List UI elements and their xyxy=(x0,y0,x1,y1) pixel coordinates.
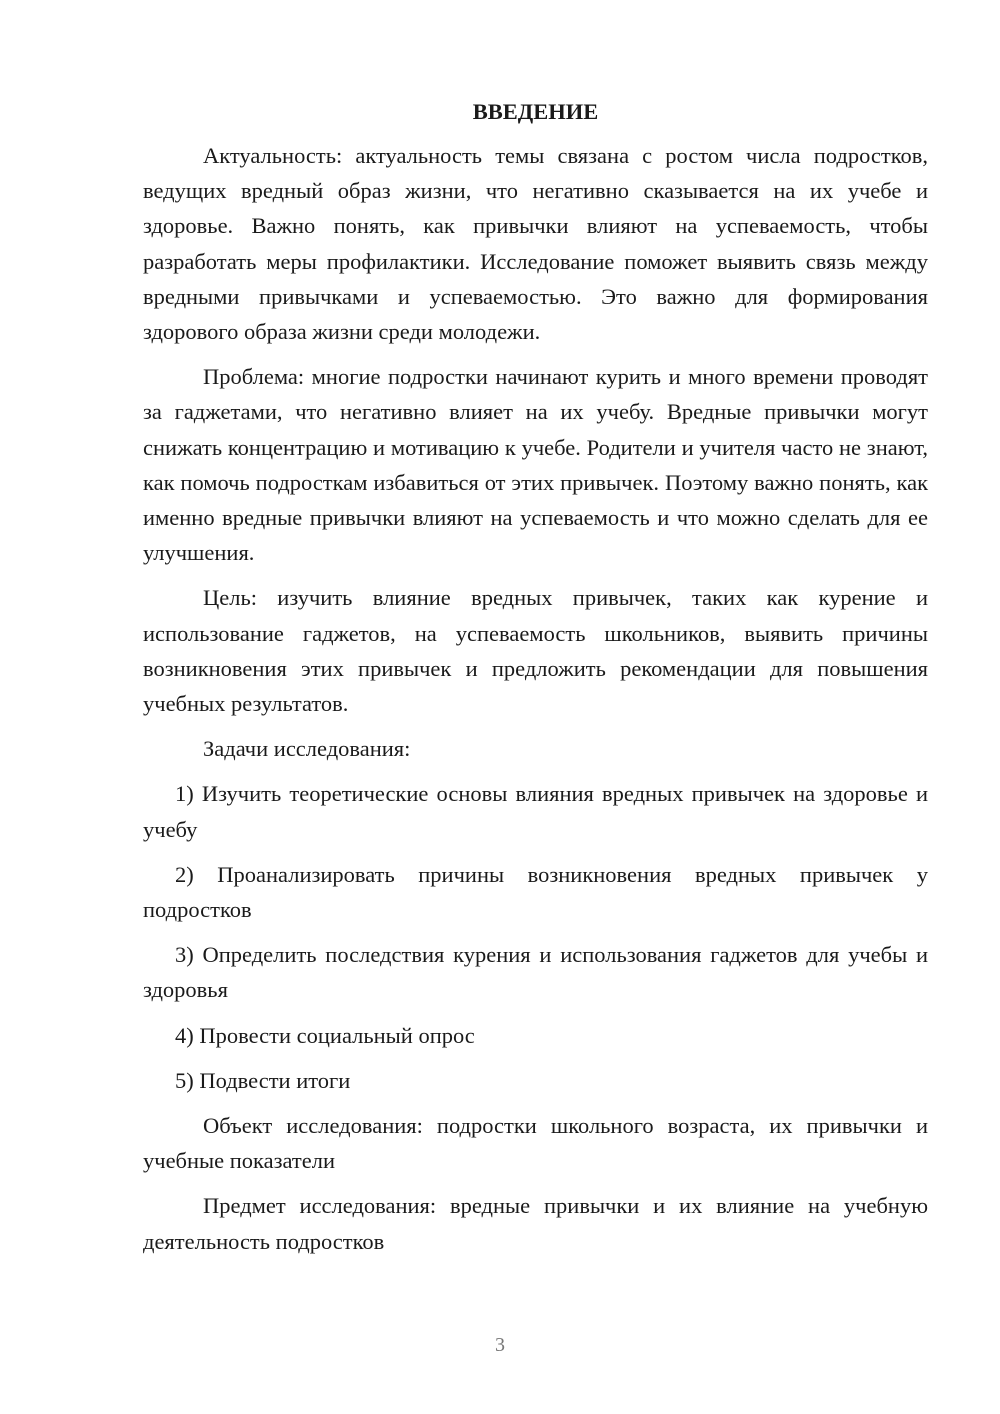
list-item: 2) Проанализировать причины возникновения вредных привычек у подростков xyxy=(143,861,928,923)
list-item: 1) Изучить теоретические основы влияния вредных привычек на здоровье и учебу xyxy=(143,781,928,842)
page-title: ВВЕДЕНИЕ xyxy=(472,99,599,124)
tasks-list xyxy=(143,776,928,1098)
subject-paragraph: Предмет исследования: вредные привычки и их влияние на учебную деятельность подростков xyxy=(143,1193,928,1254)
goal-paragraph: Цель: изучить влияние вредных привычек, таких как курение и использование гаджетов, на успеваемость школьников, выявить причины возникновения этих привычек и предложить рекомендации для повышения учебных результатов. xyxy=(143,585,928,717)
problem-paragraph: Проблема: многие подростки начинают курить и много времени проводят за гаджетами, что негативно влияет на их учебу. Вредные привычки могут снижать концентрацию и мотивацию к учебе. Родители и учителя часто не знают, как помочь подросткам избавиться от этих привычек. Поэтому важно понять, как именно вредные привычки влияют на успеваемость и что можно сделать для ее улучшения. xyxy=(143,364,928,566)
object-paragraph: Объект исследования: подростки школьного возраста, их привычки и учебные показатели xyxy=(143,1113,928,1174)
relevance-paragraph: Актуальность: актуальность темы связана с ростом числа подростков, ведущих вредный образ жизни, что негативно сказывается на их учебе и здоровье. Важно понять, как привычки влияют на успеваемость, чтобы разработать меры профилактики. Исследование поможет выявить связь между вредными привычками и успеваемостью. Это важно для формирования здорового образа жизни среди молодежи. xyxy=(143,143,928,345)
list-item: 5) Подвести итоги xyxy=(175,1067,351,1093)
tasks-heading: Задачи исследования: xyxy=(203,736,411,762)
list-item: 4) Провести социальный опрос xyxy=(175,1022,475,1048)
list-item: 3) Определить последствия курения и использования гаджетов для учебы и здоровья xyxy=(143,942,928,1003)
page-number: 3 xyxy=(495,1334,505,1356)
page-content xyxy=(143,96,928,1269)
